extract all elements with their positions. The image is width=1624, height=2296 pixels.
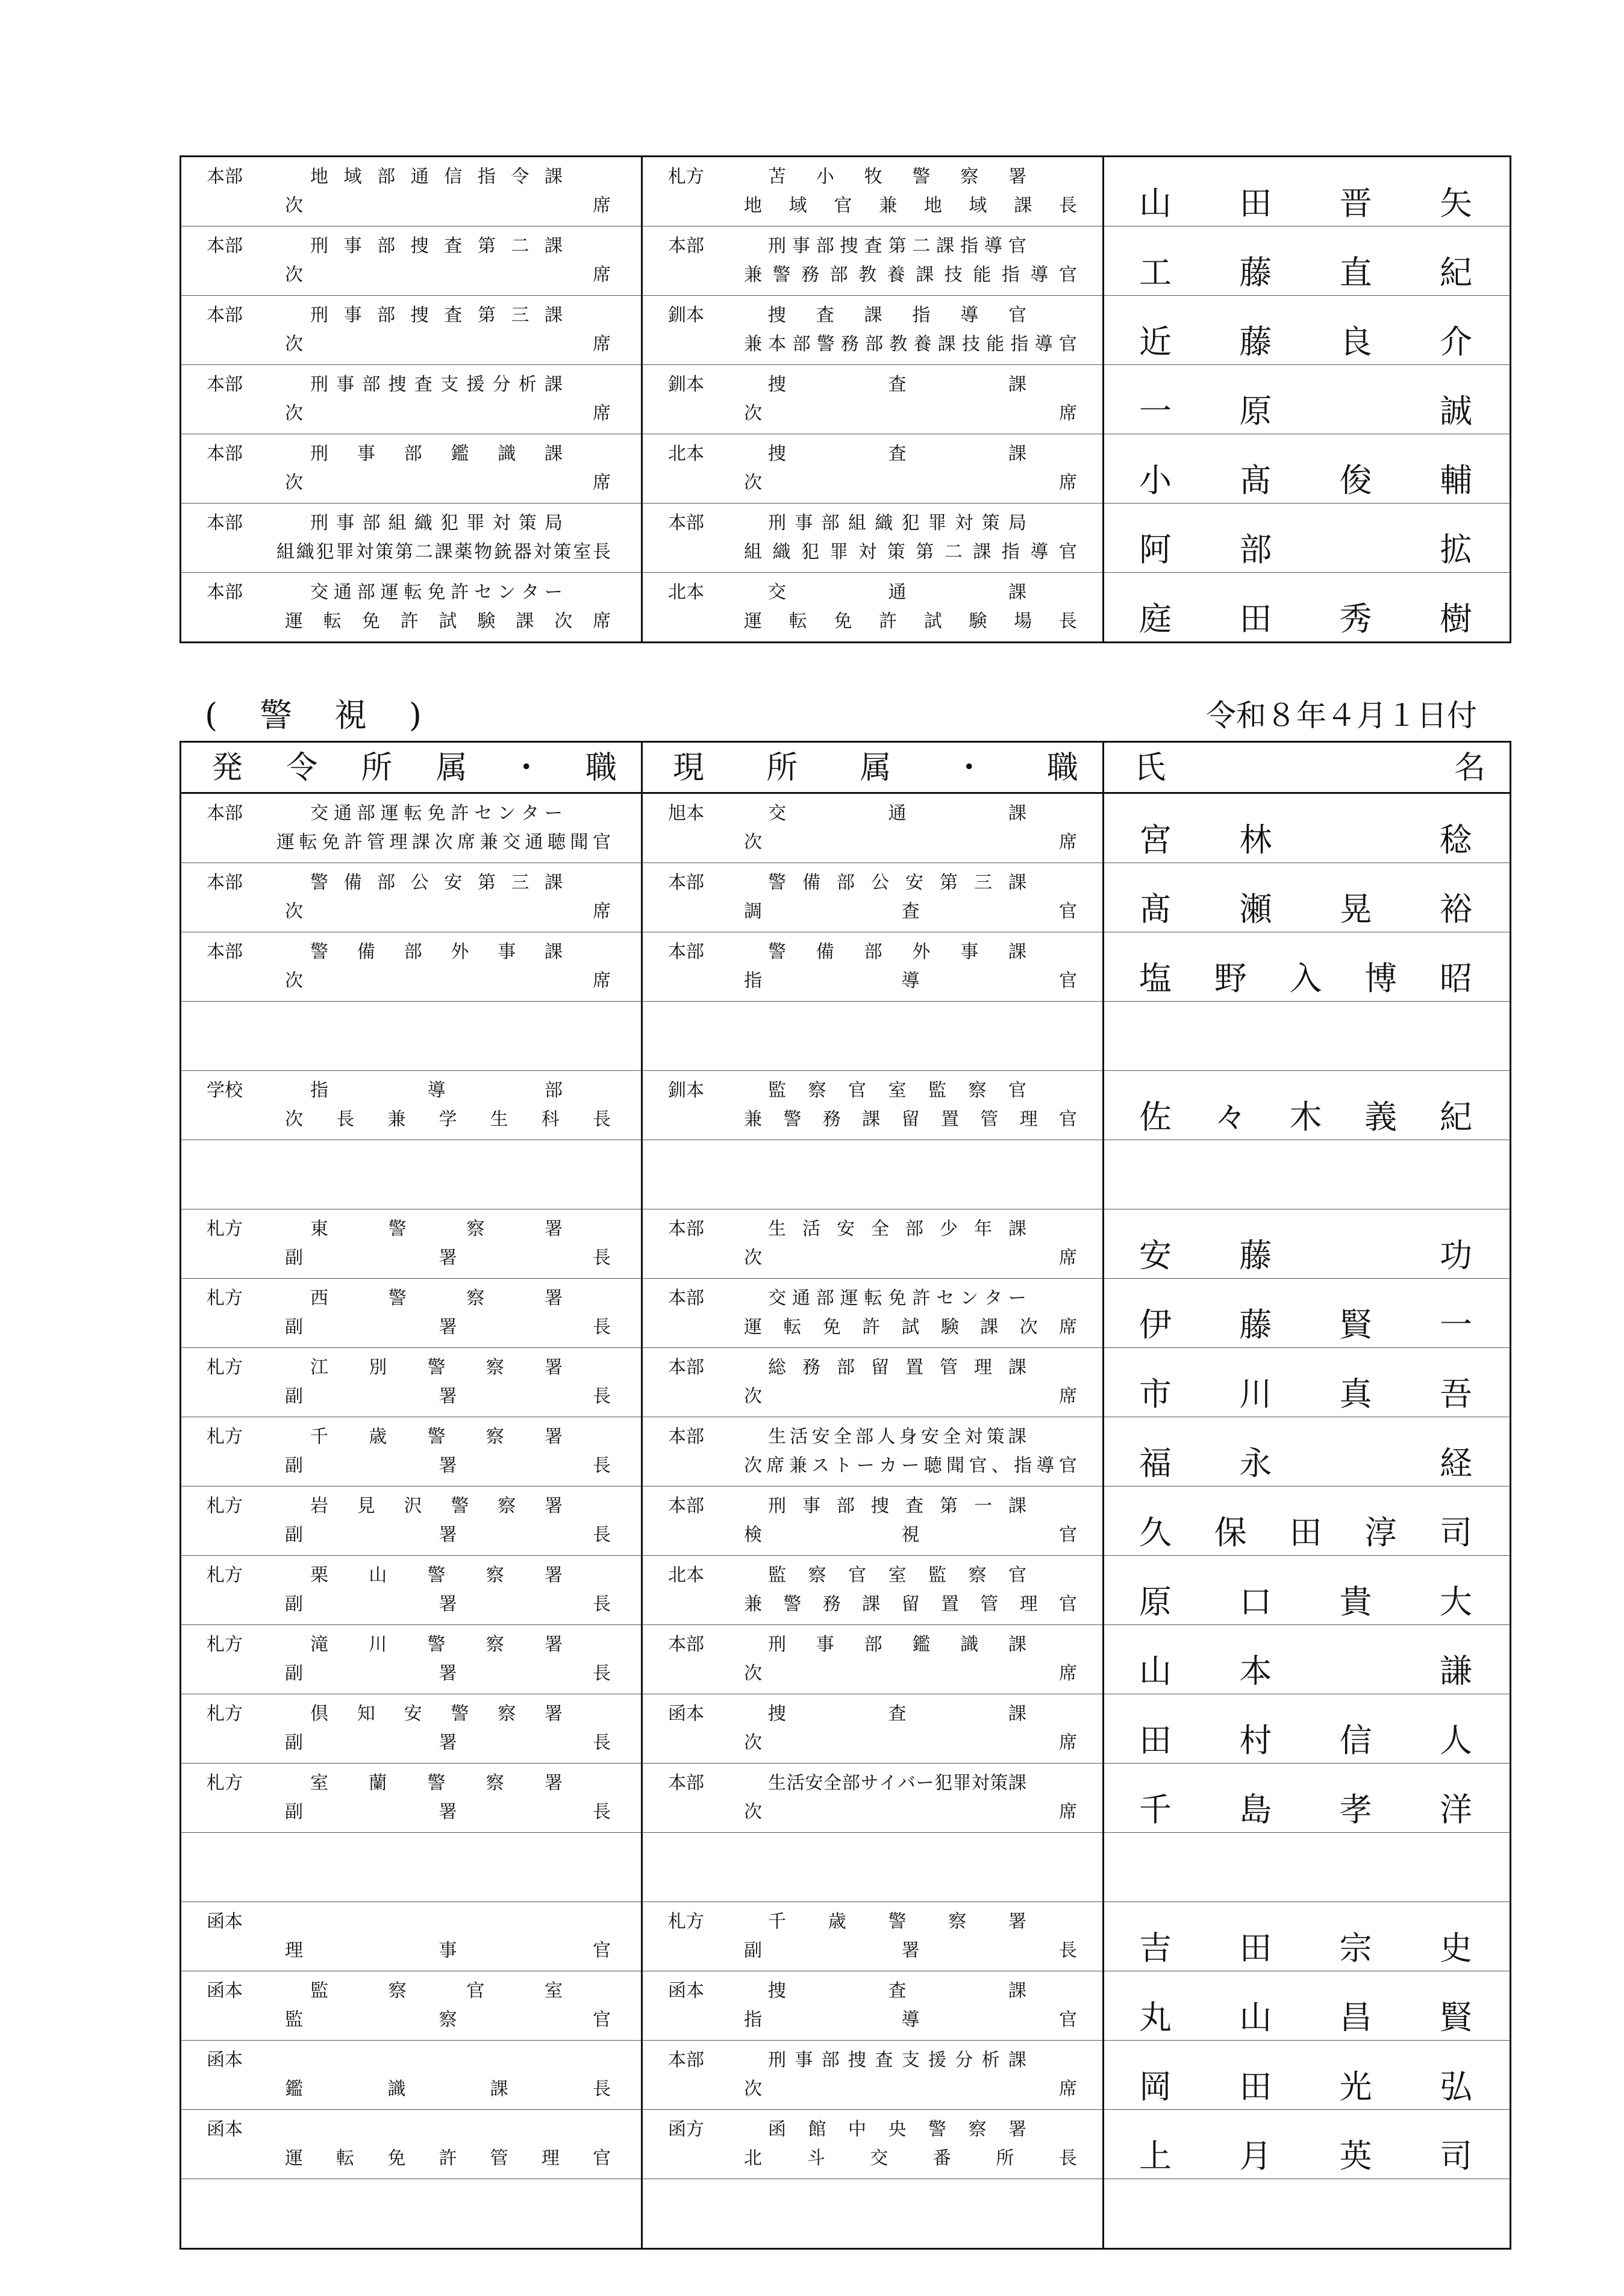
current-post-prefix: 北本 (668, 443, 704, 464)
current-post-line-1: 刑 事 部 鑑 識 課 (768, 1634, 1026, 1655)
new-post-line-2: 副 署 長 (285, 1524, 611, 1546)
person-name: 丸 山 昌 賢 (1139, 1998, 1472, 2036)
appointment-table-1 (180, 155, 1511, 643)
current-post-line-1: 刑 事 部 捜 査 第 二 課 指 導 官 (768, 236, 1026, 257)
current-post-line-1: 警 備 部 公 安 第 三 課 (768, 872, 1026, 893)
table-header-row (181, 742, 1511, 793)
current-post-line-2: 指 導 官 (744, 970, 1077, 991)
person-name: 福 永 経 (1139, 1444, 1472, 1482)
section-date: 令和８年４月１日付 (1206, 698, 1477, 733)
header-new-post: 発 令 所 属 ・ 職 (211, 750, 617, 786)
person-name: 工 藤 直 紀 (1139, 254, 1472, 292)
new-post-line-2: 次 席 (285, 403, 611, 424)
new-post-line-1: 指 導 部 (310, 1080, 563, 1101)
header-current-post: 現 所 属 ・ 職 (673, 750, 1078, 786)
person-name: 山 本 謙 (1139, 1652, 1472, 1690)
new-post-line-2: 運 転 免 許 管 理 官 (285, 2148, 611, 2169)
person-name: 伊 藤 賢 一 (1139, 1306, 1472, 1344)
current-post-prefix: 函本 (668, 1980, 704, 2001)
current-post-line-1: 監 察 官 室 監 察 官 (768, 1080, 1026, 1101)
new-post-line-1: 地 域 部 通 信 指 令 課 (310, 166, 563, 187)
current-post-line-1: 函 館 中 央 警 察 署 (768, 2119, 1026, 2140)
table-row (181, 1764, 1511, 1833)
current-post-line-1: 刑 事 部 捜 査 第 一 課 (768, 1496, 1026, 1517)
current-post-prefix: 釧本 (668, 374, 704, 395)
person-name: 庭 田 秀 樹 (1139, 600, 1472, 638)
person-name: 原 口 貴 大 (1139, 1583, 1472, 1621)
new-post-line-2: 監 察 官 (285, 2009, 611, 2030)
current-post-line-1: 交 通 課 (768, 803, 1026, 824)
current-post-line-1: 捜 査 課 (768, 443, 1026, 464)
new-post-prefix: 函本 (207, 2050, 243, 2071)
new-post-line-2: 副 署 長 (285, 1594, 611, 1615)
new-post-prefix: 本部 (207, 236, 243, 257)
person-name: 佐 々 木 義 紀 (1139, 1098, 1472, 1136)
person-name: 小 髙 俊 輔 (1139, 461, 1472, 499)
current-post-line-2: 次 席 (744, 1732, 1077, 1753)
current-post-line-2: 次 席 (744, 1386, 1077, 1407)
table-row (181, 1694, 1511, 1764)
new-post-line-1: 刑 事 部 捜 査 第 三 課 (310, 305, 563, 326)
new-post-prefix: 本部 (207, 305, 243, 326)
current-post-prefix: 釧本 (668, 305, 704, 326)
table-row (181, 1348, 1511, 1417)
new-post-line-1: 倶 知 安 警 察 署 (310, 1703, 563, 1724)
new-post-line-1: 交 通 部 運 転 免 許 セ ン タ ー (310, 803, 563, 824)
new-post-line-1: 刑 事 部 組 織 犯 罪 対 策 局 (310, 513, 563, 534)
current-post-prefix: 北本 (668, 582, 704, 603)
table-row (181, 932, 1511, 1002)
current-post-prefix: 本部 (668, 1634, 704, 1655)
new-post-line-2: 副 署 長 (285, 1386, 611, 1407)
new-post-line-1: 刑 事 部 鑑 識 課 (310, 443, 563, 464)
new-post-line-2: 組 織 犯 罪 対 策 第 二 課 薬 物 銃 器 対 策 室 長 (276, 541, 611, 563)
new-post-prefix: 札方 (207, 1565, 243, 1586)
new-post-prefix: 札方 (207, 1773, 243, 1794)
person-name: 市 川 真 吾 (1139, 1375, 1472, 1413)
person-name: 近 藤 良 介 (1139, 323, 1472, 361)
current-post-prefix: 本部 (668, 2050, 704, 2071)
current-post-prefix: 本部 (668, 1357, 704, 1378)
current-post-prefix: 本部 (668, 872, 704, 893)
table-row (181, 2179, 1511, 2249)
new-post-line-2: 副 署 長 (285, 1317, 611, 1338)
new-post-line-2: 理 事 官 (285, 1940, 611, 1961)
new-post-line-1: 刑 事 部 捜 査 支 援 分 析 課 (310, 374, 563, 395)
current-post-prefix: 本部 (668, 1218, 704, 1240)
person-name: 千 島 孝 洋 (1139, 1791, 1472, 1829)
table-row (181, 1833, 1511, 1902)
current-post-line-1: 刑 事 部 組 織 犯 罪 対 策 局 (768, 513, 1026, 534)
current-post-line-1: 総 務 部 留 置 管 理 課 (768, 1357, 1026, 1378)
new-post-line-1: 滝 川 警 察 署 (310, 1634, 563, 1655)
current-post-line-2: 兼 警 務 課 留 置 管 理 官 (744, 1109, 1077, 1130)
current-post-line-2: 兼 本 部 警 務 部 教 養 課 技 能 指 導 官 (744, 334, 1077, 355)
new-post-prefix: 本部 (207, 166, 243, 187)
person-name: 久 保 田 淳 司 (1139, 1514, 1472, 1552)
current-post-line-1: 千 歳 警 察 署 (768, 1911, 1026, 1932)
table-row (181, 226, 1511, 296)
table-row (181, 573, 1511, 643)
new-post-line-1: 東 警 察 署 (310, 1218, 563, 1240)
table-row (181, 1625, 1511, 1694)
new-post-prefix: 札方 (207, 1496, 243, 1517)
person-name: 宮 林 稔 (1139, 821, 1472, 859)
new-post-line-1: 交 通 部 運 転 免 許 セ ン タ ー (310, 582, 563, 603)
table-row (181, 1209, 1511, 1279)
current-post-line-1: 捜 査 課 (768, 1703, 1026, 1724)
appointment-table-2 (180, 741, 1511, 2250)
current-post-line-2: 兼 警 務 部 教 養 課 技 能 指 導 官 (744, 264, 1077, 285)
table-row (181, 793, 1511, 863)
new-post-line-2: 副 署 長 (285, 1802, 611, 1823)
current-post-prefix: 本部 (668, 941, 704, 962)
current-post-prefix: 本部 (668, 1288, 704, 1309)
current-post-prefix: 本部 (668, 1773, 704, 1794)
current-post-prefix: 旭本 (668, 803, 704, 824)
current-post-line-2: 調 査 官 (744, 901, 1077, 922)
new-post-prefix: 函本 (207, 1911, 243, 1932)
current-post-line-1: 捜 査 課 (768, 374, 1026, 395)
new-post-prefix: 札方 (207, 1634, 243, 1655)
current-post-prefix: 本部 (668, 1426, 704, 1447)
current-post-line-2: 地 域 官 兼 地 域 課 長 (744, 195, 1077, 216)
current-post-prefix: 函本 (668, 1703, 704, 1724)
current-post-prefix: 函方 (668, 2119, 704, 2140)
table-row (181, 434, 1511, 504)
table-row (181, 1556, 1511, 1625)
current-post-line-2: 次 席 (744, 472, 1077, 493)
current-post-prefix: 本部 (668, 1496, 704, 1517)
new-post-line-1: 刑 事 部 捜 査 第 二 課 (310, 236, 563, 257)
current-post-prefix: 札方 (668, 1911, 704, 1932)
new-post-line-1: 江 別 警 察 署 (310, 1357, 563, 1378)
new-post-prefix: 札方 (207, 1426, 243, 1447)
current-post-line-2: 運 転 免 許 試 験 場 長 (744, 611, 1077, 632)
new-post-line-2: 次 席 (285, 901, 611, 922)
new-post-line-2: 次 席 (285, 195, 611, 216)
current-post-line-2: 次 席 (744, 1802, 1077, 1823)
new-post-line-2: 副 署 長 (285, 1247, 611, 1268)
current-post-line-1: 交 通 部 運 転 免 許 セ ン タ ー (768, 1288, 1026, 1309)
person-name: 阿 部 拡 (1139, 531, 1472, 569)
current-post-line-1: 監 察 官 室 監 察 官 (768, 1565, 1026, 1586)
current-post-line-1: 捜 査 課 指 導 官 (768, 305, 1026, 326)
new-post-line-2: 次 席 (285, 334, 611, 355)
section-title: ( 警 視 ) (205, 696, 422, 734)
new-post-prefix: 札方 (207, 1218, 243, 1240)
new-post-prefix: 本部 (207, 374, 243, 395)
person-name: 田 村 信 人 (1139, 1721, 1472, 1759)
table-row (181, 296, 1511, 365)
new-post-prefix: 本部 (207, 513, 243, 534)
current-post-line-2: 次 席 (744, 1247, 1077, 1268)
new-post-line-1: 警 備 部 外 事 課 (310, 941, 563, 962)
current-post-line-1: 捜 査 課 (768, 1980, 1026, 2001)
current-post-line-2: 次 席 (744, 832, 1077, 853)
current-post-line-2: 副 署 長 (744, 1940, 1077, 1961)
table-row (181, 1971, 1511, 2041)
person-name: 安 藤 功 (1139, 1237, 1472, 1274)
current-post-line-2: 北 斗 交 番 所 長 (744, 2148, 1077, 2169)
current-post-line-1: 苫 小 牧 警 察 署 (768, 166, 1026, 187)
new-post-line-2: 副 署 長 (285, 1455, 611, 1476)
new-post-line-1: 西 警 察 署 (310, 1288, 563, 1309)
table-row (181, 365, 1511, 434)
new-post-line-1: 警 備 部 公 安 第 三 課 (310, 872, 563, 893)
new-post-prefix: 本部 (207, 941, 243, 962)
table-row (181, 1279, 1511, 1348)
current-post-line-2: 次 席 (744, 403, 1077, 424)
person-name: 上 月 英 司 (1139, 2137, 1472, 2175)
current-post-line-1: 生 活 安 全 部 少 年 課 (768, 1218, 1026, 1240)
current-post-line-2: 組 織 犯 罪 対 策 第 二 課 指 導 官 (744, 541, 1077, 563)
current-post-line-2: 指 導 官 (744, 2009, 1077, 2030)
new-post-line-2: 運 転 免 許 試 験 課 次 席 (285, 611, 611, 632)
current-post-line-2: 検 視 官 (744, 1524, 1077, 1546)
new-post-line-1: 監 察 官 室 (310, 1980, 563, 2001)
new-post-line-2: 次 席 (285, 264, 611, 285)
new-post-prefix: 函本 (207, 1980, 243, 2001)
new-post-line-2: 副 署 長 (285, 1663, 611, 1684)
new-post-line-2: 次 長 兼 学 生 科 長 (285, 1109, 611, 1130)
table-row (181, 2110, 1511, 2179)
current-post-line-1: 刑 事 部 捜 査 支 援 分 析 課 (768, 2050, 1026, 2071)
table-row (181, 1486, 1511, 1556)
new-post-prefix: 本部 (207, 872, 243, 893)
new-post-line-2: 副 署 長 (285, 1732, 611, 1753)
current-post-prefix: 北本 (668, 1565, 704, 1586)
new-post-prefix: 本部 (207, 443, 243, 464)
current-post-prefix: 本部 (668, 236, 704, 257)
current-post-line-2: 次 席 兼 ス ト ー カ ー 聴 聞 官 、 指 導 官 (744, 1455, 1077, 1476)
current-post-line-1: 交 通 課 (768, 582, 1026, 603)
new-post-line-1: 岩 見 沢 警 察 署 (310, 1496, 563, 1517)
person-name: 岡 田 光 弘 (1139, 2068, 1472, 2106)
current-post-line-1: 生 活 安 全 部 サ イ バ ー 犯 罪 対 策 課 (768, 1773, 1026, 1794)
new-post-prefix: 札方 (207, 1703, 243, 1724)
new-post-line-2: 次 席 (285, 472, 611, 493)
new-post-line-2: 次 席 (285, 970, 611, 991)
person-name: 吉 田 宗 史 (1139, 1929, 1472, 1967)
person-name: 一 原 誠 (1139, 392, 1472, 430)
table-row (181, 1071, 1511, 1140)
new-post-line-1: 栗 山 警 察 署 (310, 1565, 563, 1586)
table-row (181, 157, 1511, 226)
person-name: 髙 瀬 晃 裕 (1139, 890, 1472, 928)
table-row (181, 863, 1511, 932)
current-post-line-2: 兼 警 務 課 留 置 管 理 官 (744, 1594, 1077, 1615)
current-post-prefix: 釧本 (668, 1080, 704, 1101)
new-post-prefix: 本部 (207, 582, 243, 603)
current-post-line-2: 次 席 (744, 2079, 1077, 2100)
current-post-line-1: 生 活 安 全 部 人 身 安 全 対 策 課 (768, 1426, 1026, 1447)
person-name: 塩 野 入 博 昭 (1139, 959, 1472, 997)
table-row (181, 1002, 1511, 1071)
current-post-prefix: 本部 (668, 513, 704, 534)
header-name: 氏 名 (1134, 750, 1485, 786)
table-row (181, 1140, 1511, 1209)
new-post-prefix: 札方 (207, 1357, 243, 1378)
new-post-prefix: 本部 (207, 803, 243, 824)
new-post-line-1: 千 歳 警 察 署 (310, 1426, 563, 1447)
person-name: 山 田 晋 矢 (1139, 184, 1472, 222)
new-post-line-1: 室 蘭 警 察 署 (310, 1773, 563, 1794)
current-post-line-1: 警 備 部 外 事 課 (768, 941, 1026, 962)
new-post-line-2: 鑑 識 課 長 (285, 2079, 611, 2100)
new-post-line-2: 運 転 免 許 管 理 課 次 席 兼 交 通 聴 聞 官 (276, 832, 611, 853)
table-row (181, 2041, 1511, 2110)
new-post-prefix: 札方 (207, 1288, 243, 1309)
current-post-line-2: 次 席 (744, 1663, 1077, 1684)
table-row (181, 504, 1511, 573)
new-post-prefix: 学校 (207, 1080, 243, 1101)
current-post-line-2: 運 転 免 許 試 験 課 次 席 (744, 1317, 1077, 1338)
new-post-prefix: 函本 (207, 2119, 243, 2140)
table-row (181, 1417, 1511, 1486)
table-row (181, 1902, 1511, 1971)
current-post-prefix: 札方 (668, 166, 704, 187)
